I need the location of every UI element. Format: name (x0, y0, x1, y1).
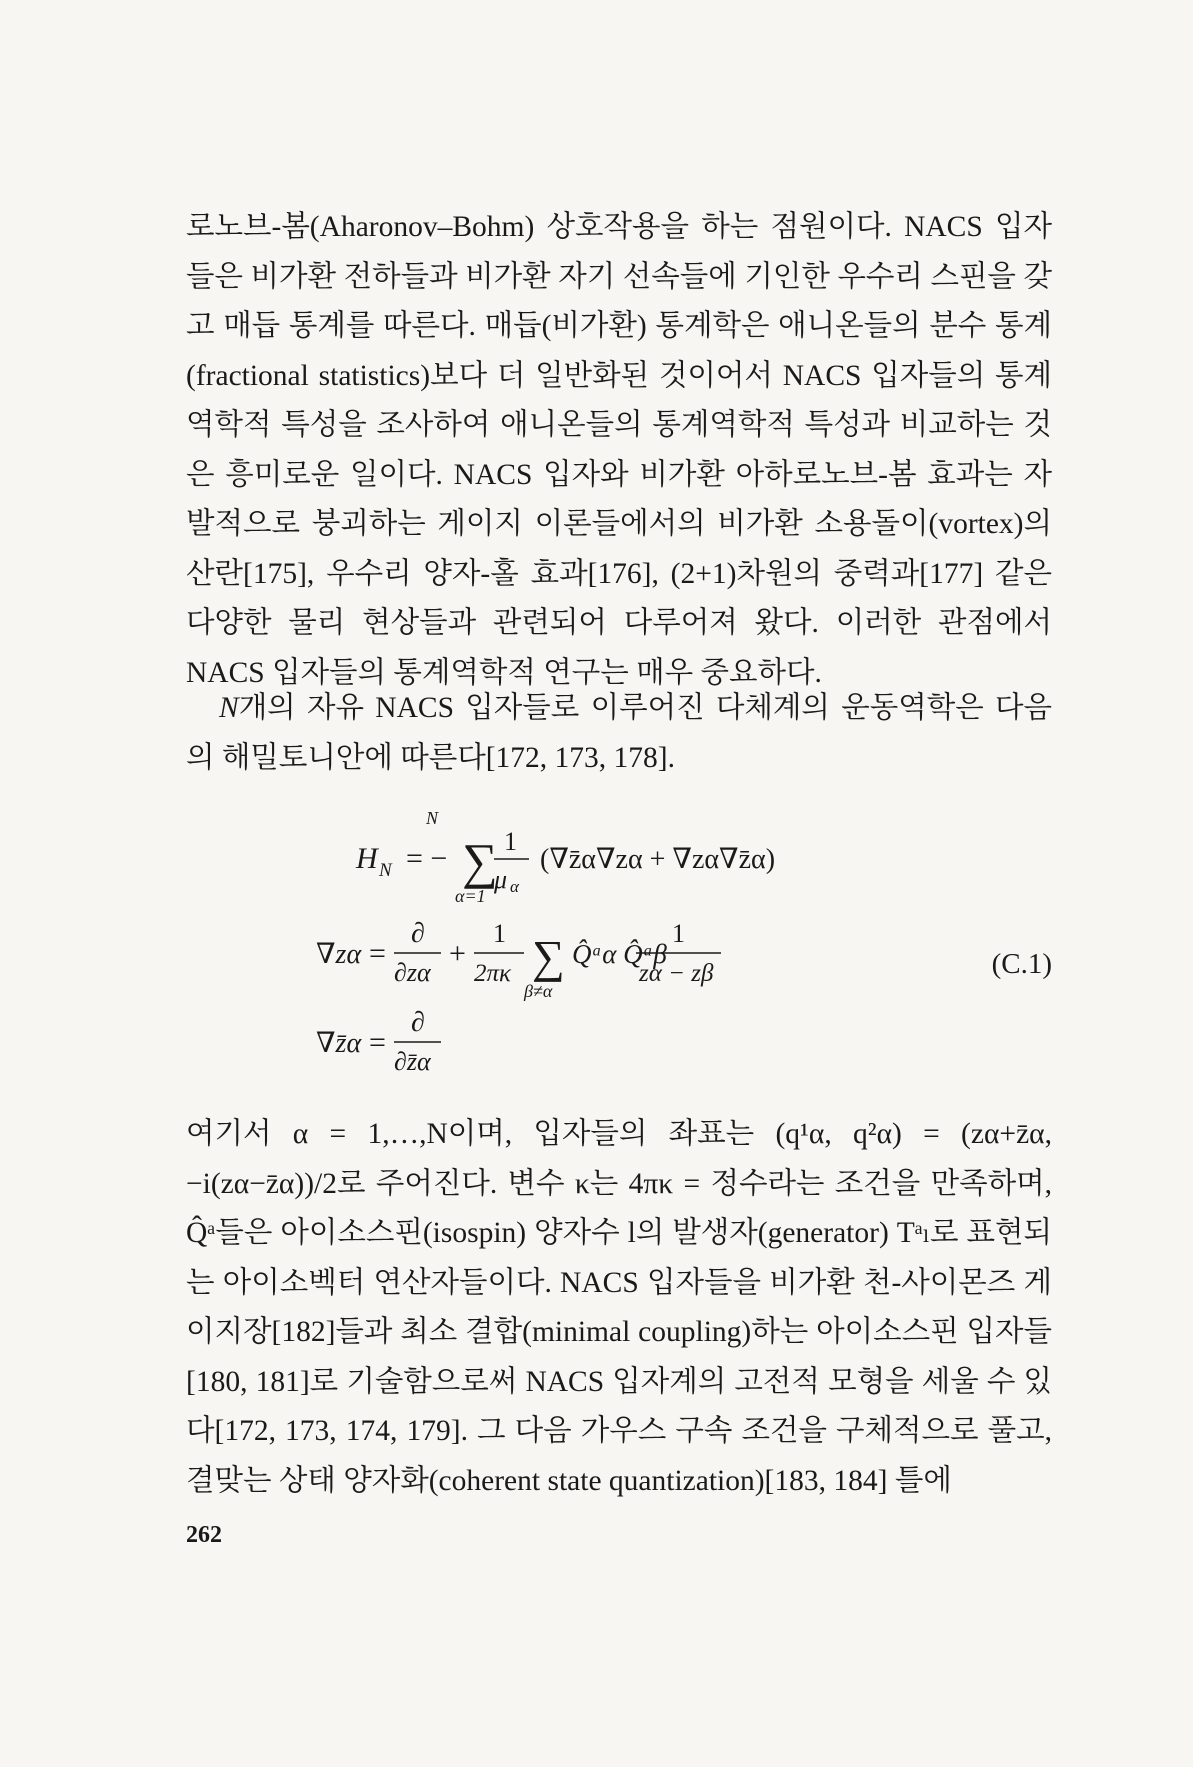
eq3-eq: = (369, 1026, 386, 1059)
body-paragraph-1 (186, 203, 1052, 698)
eq1-frac-num: 1 (504, 827, 517, 856)
equation-line-2 (316, 918, 721, 1001)
eq2-f3-den: zα − zβ (639, 960, 714, 987)
eq3-lhs: ∇z̄α (316, 1028, 362, 1059)
eq2-sum-symbol: ∑ (532, 931, 565, 982)
hamiltonian-equation (186, 800, 1052, 1100)
equation-block (186, 800, 1052, 1100)
eq1-sum-upper: N (426, 808, 439, 828)
equation-line-1 (355, 808, 775, 906)
page-number: 262 (186, 1522, 222, 1548)
eq1-frac-den: μ (494, 865, 508, 894)
eq3-d-num: ∂ (411, 1007, 425, 1038)
eq1-body: (∇z̄α∇zα + ∇zα∇z̄α) (540, 844, 776, 875)
eq1-lhs-sub: N (379, 860, 392, 881)
eq2-d1-num: ∂ (411, 918, 425, 949)
eq1-sum-symbol: ∑ (462, 833, 498, 889)
eq2-d1-den: ∂zα (394, 958, 431, 987)
eq2-lhs: ∇zα (316, 939, 362, 970)
paragraph-3-text: 여기서 α = 1,…,N이며, 입자들의 좌표는 (q¹α, q²α) = (zα+z̄α, −i(zα−z̄α))/2로 주어진다. 변수 κ는 4πκ = 정수라는 조건을 만족하며, Q̂ᵃ들은 아이소스핀(isospin) 양자수 l의 발생자(generator) Tᵃₗ로 표현되는 아이소벡터 연산자들이다. NACS 입자들을 비가환 천-사이몬즈 게이지장[182]들과 최소 결합(minimal coupling)하는 아이소스핀 입자들[180, 181]로 기술함으로써 NACS 입자계의 고전적 모형을 세울 수 있다[172, 173, 174, 179]. 그 다음 가우스 구속 조건을 구체적으로 풀고, 결맞는 상태 양자화(coherent state quantization)[183, 184] 틀에 (186, 1118, 1052, 1497)
eq2-q-terms: Q̂ᵃα Q̂ᵃβ (572, 939, 667, 969)
eq1-sum-lower: α=1 (455, 886, 486, 906)
paragraph-1-text: 로노브-봄(Aharonov–Bohm) 상호작용을 하는 점원이다. NACS 입자들은 비가환 전하들과 비가환 자기 선속들에 기인한 우수리 스핀을 갖고 매듭 통계를 따른다. 매듭(비가환) 통계학은 애니온들의 분수 통계(fractional statistics)보다 더 일반화된 것이어서 NACS 입자들의 통계역학적 특성을 조사하여 애니온들의 통계역학적 특성과 비교하는 것은 흥미로운 일이다. NACS 입자와 비가환 아하로노브-봄 효과는 자발적으로 붕괴하는 게이지 이론들에서의 비가환 소용돌이(vortex)의 산란[175], 우수리 양자-홀 효과[176], (2+1)차원의 중력과[177] 같은 다양한 물리 현상들과 관련되어 다루어져 왔다. 이러한 관점에서 NACS 입자들의 통계역학적 연구는 매우 중요하다. (186, 211, 1052, 689)
body-paragraph-3 (186, 1110, 1052, 1506)
eq2-f2-den: 2πκ (474, 960, 512, 987)
eq1-lhs: H (356, 842, 378, 875)
eq1-frac-den-sub: α (510, 877, 519, 896)
equation-number: (C.1) (991, 948, 1052, 980)
eq2-f2-num: 1 (493, 919, 506, 948)
eq2-sum-lower: β≠α (524, 981, 553, 1001)
eq2-f3-num: 1 (672, 919, 685, 948)
body-paragraph-2 (186, 684, 1052, 783)
equation-line-3 (316, 1007, 441, 1076)
eq2-plus: + (449, 937, 466, 970)
variable-N: N (219, 692, 239, 724)
paragraph-2-text: 개의 자유 NACS 입자들로 이루어진 다체계의 운동역학은 다음의 해밀토니안에 따른다[172, 173, 178]. (186, 692, 1052, 774)
eq2-eq: = (369, 937, 386, 970)
eq1-op: = − (406, 842, 448, 875)
eq3-d-den: ∂z̄α (394, 1047, 431, 1076)
